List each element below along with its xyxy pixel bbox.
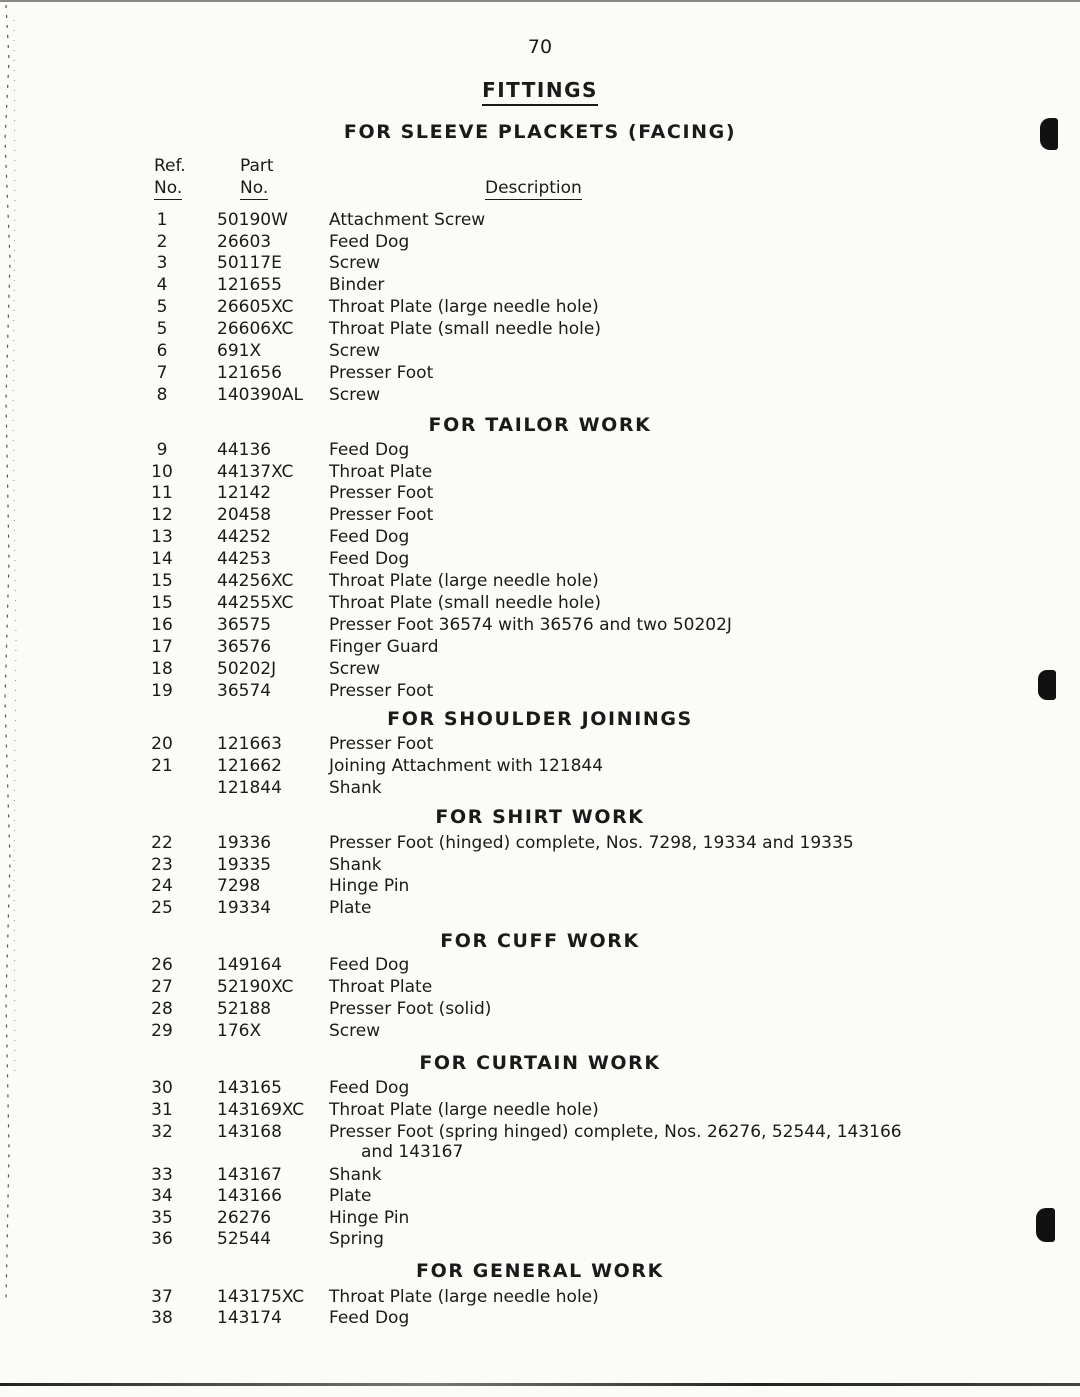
ref-number: 10: [151, 462, 173, 482]
section-heading: FOR GENERAL WORK: [416, 1260, 664, 1282]
ref-number: 15: [151, 571, 173, 591]
parts-row: [0, 734, 1080, 756]
part-number: 121655: [217, 275, 282, 295]
ref-number: 2: [156, 232, 168, 252]
ref-number: 8: [156, 385, 168, 405]
ref-number: 31: [151, 1100, 173, 1120]
parts-row: [0, 593, 1080, 615]
parts-row: [0, 210, 1080, 232]
parts-row: [0, 615, 1080, 637]
parts-row: [0, 505, 1080, 527]
ref-number: 34: [151, 1186, 173, 1206]
ref-number: 35: [151, 1208, 173, 1228]
ref-number: 16: [151, 615, 173, 635]
part-description: Throat Plate (large needle hole): [329, 1287, 599, 1307]
parts-row: [0, 571, 1080, 593]
ref-number: 19: [151, 681, 173, 701]
part-number: 36575: [217, 615, 272, 635]
parts-row: [0, 1208, 1080, 1230]
part-number: 143166: [217, 1186, 282, 1206]
part-description: Binder: [329, 275, 385, 295]
part-number: 26276: [217, 1208, 272, 1228]
part-number: 52544: [217, 1229, 272, 1249]
section-heading: FOR CURTAIN WORK: [419, 1052, 661, 1074]
part-description: Presser Foot: [329, 681, 434, 701]
ref-number: 33: [151, 1165, 173, 1185]
parts-row: [0, 1165, 1080, 1187]
part-number: 50202J: [217, 659, 277, 679]
part-number: 7298: [217, 876, 261, 896]
part-number: 140390AL: [217, 385, 303, 405]
ref-number: 25: [151, 898, 173, 918]
part-number: 50190W: [217, 210, 288, 230]
ref-number: 36: [151, 1229, 173, 1249]
part-description-continued: and 143167: [361, 1142, 464, 1162]
parts-row: [0, 1122, 1080, 1162]
part-number: 44255XC: [217, 593, 294, 613]
part-number: 20458: [217, 505, 272, 525]
part-number: 26605XC: [217, 297, 294, 317]
part-description: Feed Dog: [329, 232, 410, 252]
ref-number: 20: [151, 734, 173, 754]
part-number: 121663: [217, 734, 282, 754]
part-description: Joining Attachment with 121844: [329, 756, 604, 776]
section-heading: FOR SHIRT WORK: [435, 806, 645, 828]
part-number: 44256XC: [217, 571, 294, 591]
parts-row: [0, 363, 1080, 385]
part-description: Screw: [329, 341, 381, 361]
part-number: 44136: [217, 440, 272, 460]
ref-number: 15: [151, 593, 173, 613]
part-number: 19334: [217, 898, 272, 918]
part-number: 149164: [217, 955, 282, 975]
ref-number: 26: [151, 955, 173, 975]
parts-row: [0, 319, 1080, 341]
ref-number: 18: [151, 659, 173, 679]
parts-row: [0, 440, 1080, 462]
part-description: Presser Foot (solid): [329, 999, 492, 1019]
ref-number: 37: [151, 1287, 173, 1307]
parts-row: [0, 483, 1080, 505]
ref-number: 9: [156, 440, 168, 460]
ref-number: 23: [151, 855, 173, 875]
parts-row: [0, 341, 1080, 363]
part-description: Hinge Pin: [329, 876, 410, 896]
parts-row: [0, 778, 1080, 800]
bottom-scan-edge: [0, 1383, 1080, 1386]
parts-row: [0, 855, 1080, 877]
part-description: Throat Plate (large needle hole): [329, 1100, 599, 1120]
parts-row: [0, 1021, 1080, 1043]
description-header: Description: [485, 178, 582, 198]
ref-number: 1: [156, 210, 168, 230]
ref-number: 6: [156, 341, 168, 361]
part-description: Throat Plate: [329, 977, 433, 997]
section-heading: FOR SHOULDER JOININGS: [387, 708, 693, 730]
ref-number: 17: [151, 637, 173, 657]
top-scan-edge: [0, 0, 1080, 2]
part-number: 176X: [217, 1021, 262, 1041]
ref-number: 28: [151, 999, 173, 1019]
parts-row: [0, 955, 1080, 977]
part-number: 44137XC: [217, 462, 294, 482]
part-number: 44252: [217, 527, 272, 547]
part-number: 36576: [217, 637, 272, 657]
ref-number: 29: [151, 1021, 173, 1041]
parts-row: [0, 637, 1080, 659]
ref-header-line-1: Ref.: [154, 156, 186, 176]
ref-number: 22: [151, 833, 173, 853]
part-description: Screw: [329, 659, 381, 679]
part-number: 143167: [217, 1165, 282, 1185]
part-description: Hinge Pin: [329, 1208, 410, 1228]
parts-row: [0, 681, 1080, 703]
parts-row: [0, 1078, 1080, 1100]
ref-number: 13: [151, 527, 173, 547]
part-number: 143165: [217, 1078, 282, 1098]
page-title: FITTINGS: [0, 78, 1080, 102]
parts-row: [0, 898, 1080, 920]
part-number: 12142: [217, 483, 272, 503]
parts-row: [0, 549, 1080, 571]
parts-row: [0, 297, 1080, 319]
part-description: Feed Dog: [329, 955, 410, 975]
part-description: Throat Plate (small needle hole): [329, 593, 601, 613]
ref-number: 11: [151, 483, 173, 503]
part-description: Shank: [329, 855, 382, 875]
parts-row: [0, 232, 1080, 254]
ref-number: 38: [151, 1308, 173, 1328]
part-description: Presser Foot: [329, 363, 434, 383]
part-description: Screw: [329, 1021, 381, 1041]
part-number: 19335: [217, 855, 272, 875]
parts-row: [0, 833, 1080, 855]
ref-number: 5: [156, 297, 168, 317]
part-description: Throat Plate (large needle hole): [329, 571, 599, 591]
part-description: Plate: [329, 1186, 372, 1206]
ref-number: 30: [151, 1078, 173, 1098]
parts-row: [0, 1287, 1080, 1309]
part-number: 50117E: [217, 253, 282, 273]
parts-row: [0, 253, 1080, 275]
parts-row: [0, 756, 1080, 778]
parts-row: [0, 462, 1080, 484]
parts-row: [0, 385, 1080, 407]
part-description: Spring: [329, 1229, 384, 1249]
page-number: 70: [527, 36, 553, 58]
ref-number: 21: [151, 756, 173, 776]
section-heading: FOR TAILOR WORK: [428, 414, 652, 436]
part-number: 26603: [217, 232, 272, 252]
section-heading: FOR SLEEVE PLACKETS (FACING): [343, 121, 737, 143]
section-heading: FOR CUFF WORK: [440, 930, 640, 952]
part-number: 52188: [217, 999, 272, 1019]
part-number: 44253: [217, 549, 272, 569]
part-header-line-2: No.: [240, 178, 269, 198]
part-number: 691X: [217, 341, 262, 361]
part-number: 143175XC: [217, 1287, 305, 1307]
ref-number: 24: [151, 876, 173, 896]
ref-number: 27: [151, 977, 173, 997]
ref-number: 14: [151, 549, 173, 569]
part-header-line-1: Part: [240, 156, 274, 176]
part-description: Presser Foot (hinged) complete, Nos. 7298, 19334 and 19335: [329, 833, 854, 853]
part-description: Finger Guard: [329, 637, 439, 657]
part-description: Feed Dog: [329, 440, 410, 460]
ref-number: 5: [156, 319, 168, 339]
part-description: Feed Dog: [329, 1308, 410, 1328]
part-number: 143169XC: [217, 1100, 305, 1120]
part-description: Attachment Screw: [329, 210, 486, 230]
parts-row: [0, 659, 1080, 681]
part-number: 52190XC: [217, 977, 294, 997]
parts-row: [0, 1308, 1080, 1330]
part-number: 121844: [217, 778, 282, 798]
parts-row: [0, 999, 1080, 1021]
part-description: Feed Dog: [329, 549, 410, 569]
ref-number: 7: [156, 363, 168, 383]
ref-number: 3: [156, 253, 168, 273]
parts-row: [0, 275, 1080, 297]
ref-number: 12: [151, 505, 173, 525]
part-description: Presser Foot: [329, 734, 434, 754]
parts-row: [0, 1229, 1080, 1251]
part-number: 143168: [217, 1122, 282, 1142]
part-description: Feed Dog: [329, 527, 410, 547]
part-description: Presser Foot 36574 with 36576 and two 50202J: [329, 615, 732, 635]
parts-row: [0, 1186, 1080, 1208]
part-description: Plate: [329, 898, 372, 918]
ref-header-line-2: No.: [154, 178, 183, 198]
part-description: Screw: [329, 253, 381, 273]
ref-number: 4: [156, 275, 168, 295]
part-number: 121656: [217, 363, 282, 383]
parts-row: [0, 527, 1080, 549]
part-description: Presser Foot: [329, 505, 434, 525]
part-description: Throat Plate: [329, 462, 433, 482]
part-number: 19336: [217, 833, 272, 853]
part-description: Throat Plate (small needle hole): [329, 319, 601, 339]
part-number: 143174: [217, 1308, 282, 1328]
part-description: Shank: [329, 1165, 382, 1185]
ref-number: 32: [151, 1122, 173, 1142]
part-number: 121662: [217, 756, 282, 776]
part-description: Presser Foot (spring hinged) complete, Nos. 26276, 52544, 143166: [329, 1122, 902, 1142]
parts-row: [0, 876, 1080, 898]
part-number: 36574: [217, 681, 272, 701]
part-description: Feed Dog: [329, 1078, 410, 1098]
part-description: Presser Foot: [329, 483, 434, 503]
part-description: Screw: [329, 385, 381, 405]
part-description: Shank: [329, 778, 382, 798]
parts-row: [0, 977, 1080, 999]
part-number: 26606XC: [217, 319, 294, 339]
parts-row: [0, 1100, 1080, 1122]
part-description: Throat Plate (large needle hole): [329, 297, 599, 317]
